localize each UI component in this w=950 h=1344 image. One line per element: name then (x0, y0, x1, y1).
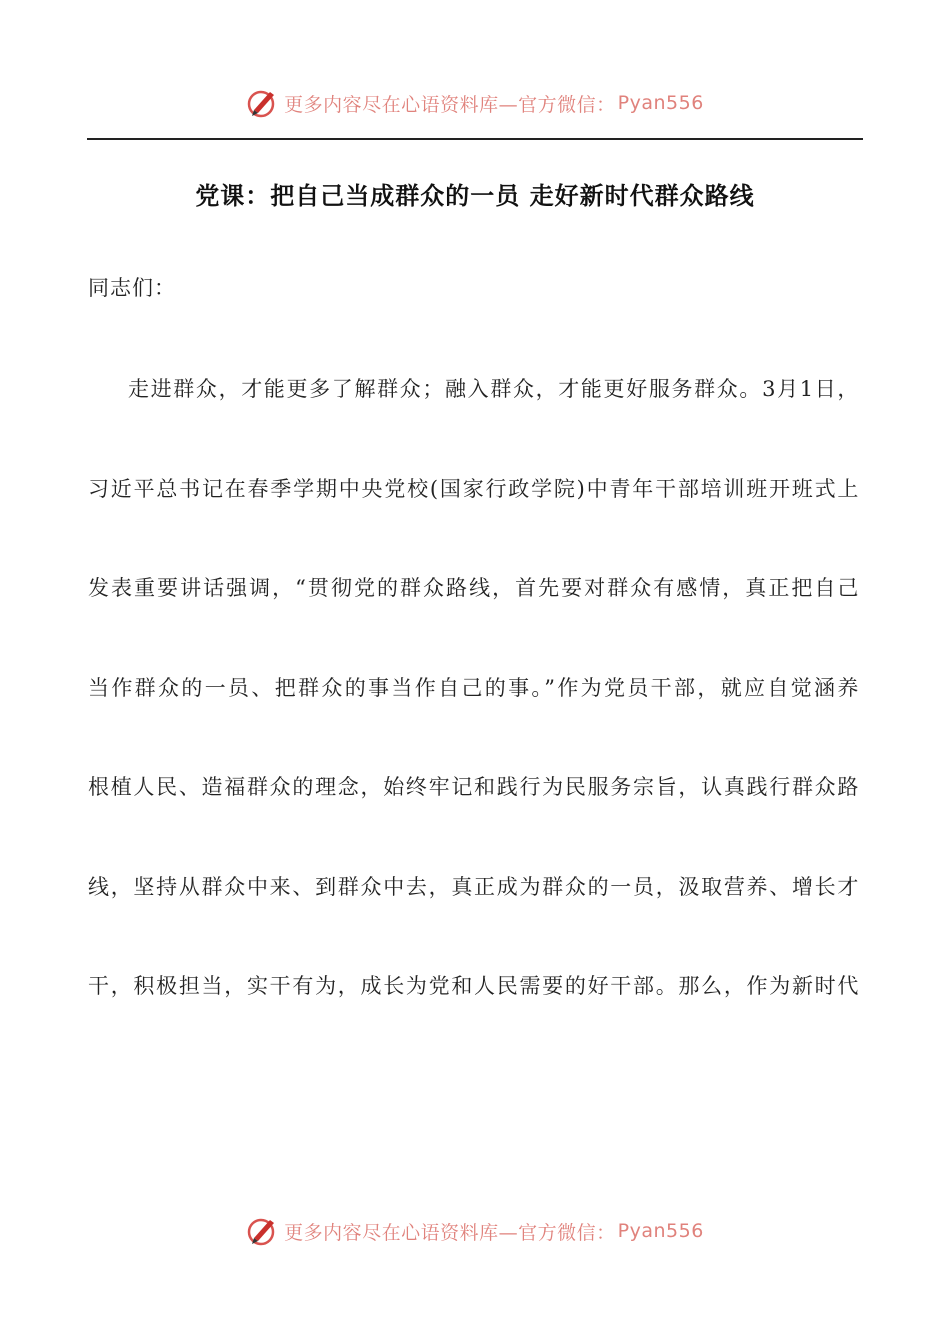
paragraph-line: 干，积极担当，实干有为，成长为党和人民需要的好干部。那么，作为新时代 (88, 974, 860, 998)
paragraph-line: 线，坚持从群众中来、到群众中去，真正成为群众的一员，汲取营养、增长才 (88, 874, 860, 899)
paragraph-line: 当作群众的一员、把群众的事当作自己的事。”作为党员干部，就应自觉涵养 (88, 675, 860, 700)
footer-banner-text: 更多内容尽在心语资料库—官方微信： (284, 1221, 616, 1244)
salutation: 同志们： (88, 276, 176, 300)
pen-logo-icon (246, 86, 280, 120)
header-banner-text: 更多内容尽在心语资料库—官方微信： (284, 93, 616, 116)
paragraph-line: 走进群众，才能更多了解群众；融入群众，才能更好服务群众。3月1日， (128, 377, 860, 401)
paragraph-line: 发表重要讲话强调，“贯彻党的群众路线，首先要对群众有感情，真正把自己 (88, 576, 860, 600)
header-banner (0, 83, 950, 123)
pen-logo-icon (246, 1214, 280, 1248)
footer-wechat-id: Pyan556 (617, 1220, 704, 1242)
header-wechat-id: Pyan556 (617, 92, 704, 114)
footer-banner (0, 1211, 950, 1251)
body-paragraph (88, 340, 860, 1037)
paragraph-line: 习近平总书记在春季学期中央党校(国家行政学院)中青年干部培训班开班式上 (88, 476, 860, 501)
document-title: 党课：把自己当成群众的一员 走好新时代群众路线 (195, 182, 755, 210)
header-divider (87, 138, 863, 140)
paragraph-line: 根植人民、造福群众的理念，始终牢记和践行为民服务宗旨，认真践行群众路 (88, 775, 860, 799)
